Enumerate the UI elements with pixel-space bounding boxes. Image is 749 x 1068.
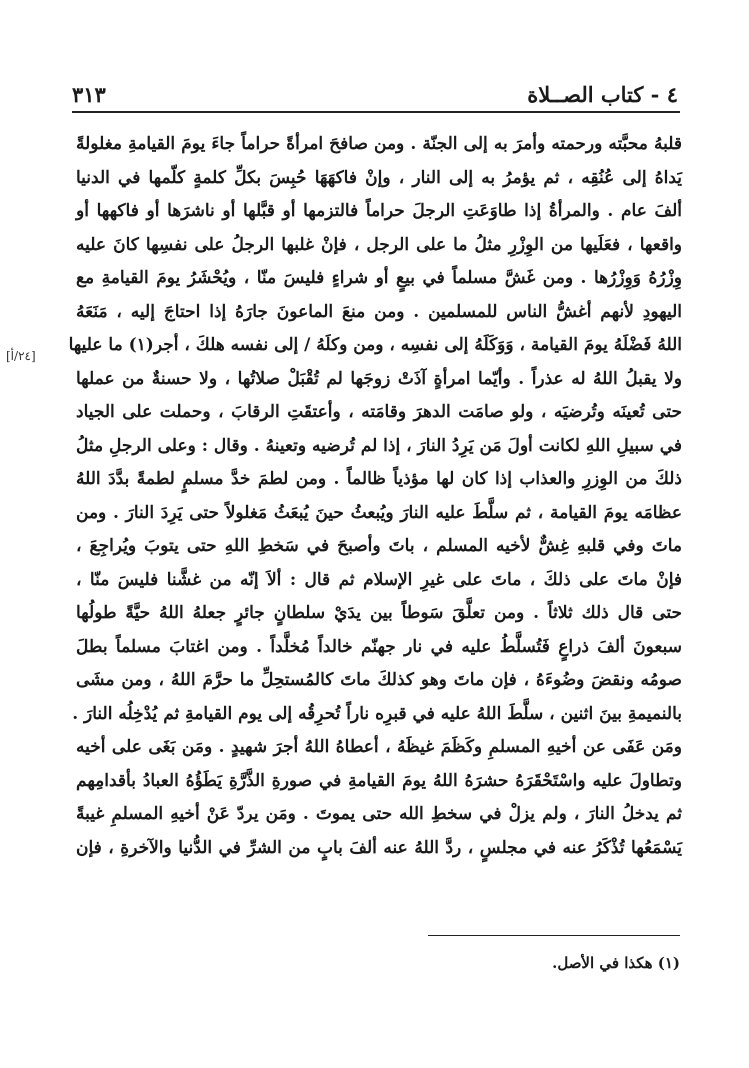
footnote-divider [428, 935, 680, 936]
text-line: ذلكَ من الوِزرِ والعذاب إذا كان لها مؤذياً ظالماً . ومن لطمَ خدَّ مسلمٍ لطمةً بدَّدَ اللهُ [76, 469, 682, 489]
text-line: سبعونَ ألفَ ذراعٍ فَتُسلَّطُ عليه في نار جهنّم خالداً مُخلَّداً . ومن اغتابَ مسلماً بطلَ [76, 636, 682, 657]
text-line: ألفَ عام . والمرأةُ إذا طاوَعَتِ الرجلَ حراماً فالتزمها أو قبَّلها أو ناشرَها أو فاكهها أو [76, 201, 682, 221]
text-line: في سبيلِ اللهِ لكانت أولَ مَن يَرِدُ النارَ ، إذا لم تُرضيه وتعينهُ . وقال : وعلى الرجلِ مثلُ [76, 435, 682, 456]
text-line: عظامَه يومَ القيامة ، ثم سلَّطَ عليه النارَ ويُبعثُ حينَ يُبعَثُ مَغلولاً حتى يَرِدَ النارَ . ومن [76, 502, 682, 523]
text-line: حتى تُعينَه وتُرضيَه ، ولو صامَت الدهرَ وقامَته ، وأعتقَتِ الرقابَ ، وحملت على الجياد [76, 402, 682, 422]
text-line: قلبهُ محبَّته ورحمته وأمرَ به إلى الجنّة . ومن صافحَ امرأةً حراماً جاءَ يومَ القيامةِ مغلولةً [76, 134, 682, 154]
text-line: اللهُ فَضْلَهُ يومَ القيامة ، وَوَكَلَهُ إلى نفسِه ، ومن وكلَهُ / إلى نفسه هلكَ ، أجر(١) ما عليها [68, 335, 682, 355]
main-text [68, 128, 682, 865]
margin-folio-note: [٢٤/أ] [6, 349, 36, 363]
text-line: صومُه ونقضَ وضُوءَهُ ، فإن ماتَ وهو كذلكَ ماتَ كالمُستحِلِّ ما حرَّمَ اللهُ ، ومن مشَى [76, 670, 682, 690]
text-line: بالنميمةِ بينَ اثنين ، سلَّطَ اللهُ عليه في قبرِه ناراً تُحرِقُه إلى يوم القيامةِ ثم يُدْخِلُه النارَ . [72, 703, 682, 724]
text-line: ثم يدخلُ النارَ ، ولم يزلْ في سخطِ الله حتى يموتَ . ومَن يردّ عَنْ أخيهِ المسلمِ غيبةً [76, 804, 682, 824]
text-line: يَداهُ إلى عُنُقِه ، ثم يؤمرُ به إلى النار ، وإنْ فاكهَهَا حُبِسَ بكلِّ كلمةٍ كلّمها في الدنيا [76, 167, 682, 188]
text-line: اليهودِ لأنهم أغشُّ الناس للمسلمين . ومن منعَ الماعونَ جارَهُ إذا احتاجَ إليه ، مَنَعَهُ [76, 301, 682, 322]
text-line: وتطاولَ عليه واسْتَحْقَرَهُ حشرَهُ اللهُ يومَ القيامةِ في صورةِ الذَّرَّةِ يَطَؤُهُ العبادُ بأقدامِهم [76, 770, 682, 791]
text-line: ومَن عَفَى عن أخيهِ المسلمِ وكَظَمَ غيظَهُ ، أعطاهُ اللهُ أجرَ شهيدٍ . ومَن بَغَى على أخيه [76, 737, 682, 757]
text-line: ماتَ وفي قلبهِ غِشٌّ لأخيه المسلم ، باتَ وأصبحَ في سَخطِ اللهِ حتى يتوبَ ويُراجِعَ ، [76, 536, 682, 556]
text-line: واقعها ، فعَلَيها من الوِزْرِ مثلُ ما على الرجل ، فإنْ غلبها الرجلُ على نفسِها كانَ عليه [76, 234, 682, 255]
footnote: (١) هكذا في الأصل. [552, 954, 680, 972]
page-number: ٣١٣ [72, 82, 106, 107]
text-line: وِزْرُهُ وَوِزْرُها . ومن غَشَّ مسلماً في بيعٍ أو شراءٍ فليسَ منّا ، ويُحْشَرُ يومَ القيامةِ مع [76, 268, 682, 288]
text-line: فإنْ ماتَ على ذلكَ ، ماتَ على غيرِ الإسلام ثم قال : ألاَ إنّه من غشَّنا فليسَ منّا ، [76, 569, 682, 590]
header-divider [72, 111, 680, 113]
chapter-title: ٤ - كتاب الصــلاة [527, 82, 678, 107]
text-line: حتى قال ذلك ثلاثاً . ومن تعلَّقَ سَوطاً بين يدَيْ سلطانٍ جائرٍ جعلهُ اللهُ حيَّةً طولُها [76, 603, 682, 623]
text-line: يَسْمَعُها تُذْكَرُ عنه في مجلسٍ ، ردَّ اللهُ عنه ألفَ بابٍ من الشرِّ في الدُّنيا والآخرةِ ، فإن [76, 837, 682, 858]
text-line: ولا يقبلُ اللهُ له عذراً . وأيّما امرأةٍ آذَتْ زوجَها لم تُقْبَلْ صلاتُها ، ولا حسنةٌ من عملها [76, 368, 682, 389]
